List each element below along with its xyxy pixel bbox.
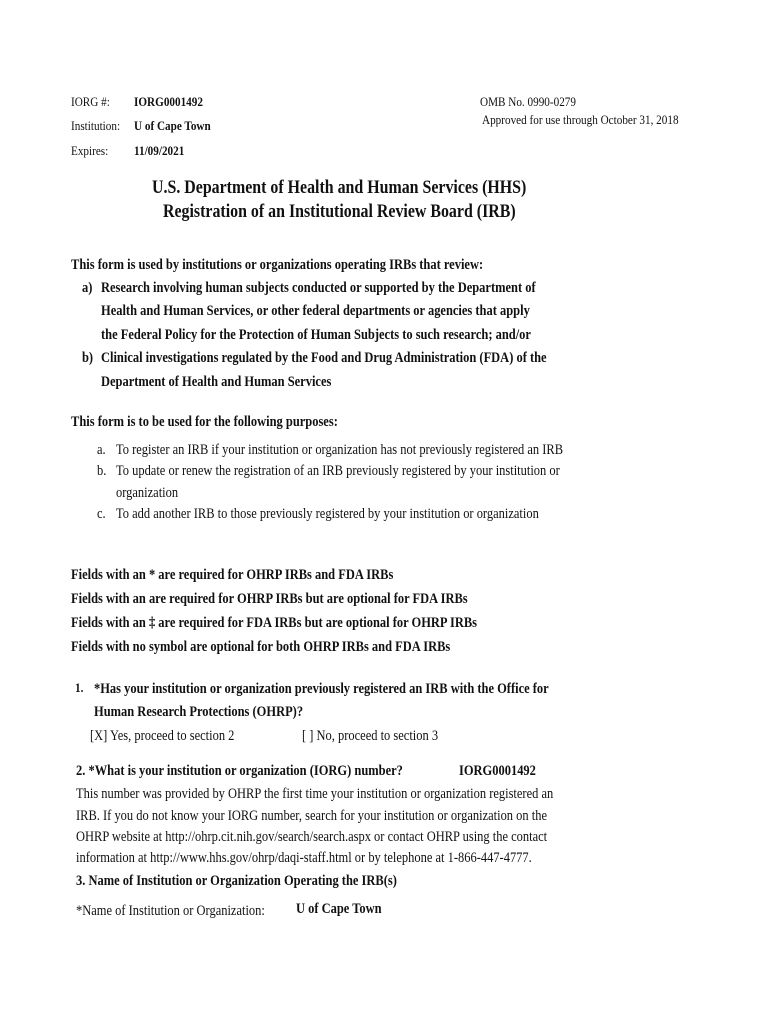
- purpose-a-text: To register an IRB if your institution or organization has not previously registered an IRB: [116, 442, 564, 458]
- legend-line: Fields with an * are required for OHRP IRBs and FDA IRBs: [71, 567, 394, 583]
- q1-option-yes[interactable]: [X] Yes, proceed to section 2: [90, 728, 235, 744]
- q3-heading: 3. Name of Institution or Organization Operating the IRB(s): [76, 873, 397, 889]
- q1-number: 1.: [75, 680, 84, 695]
- intro-item-a-line: Health and Human Services, or other federal departments or agencies that apply: [101, 303, 530, 319]
- purposes-lead: This form is to be used for the following purposes:: [71, 414, 338, 430]
- q2-body-line: information at http://www.hhs.gov/ohrp/daqi-staff.html or by telephone at 1-866-447-4777.: [76, 850, 532, 866]
- purpose-b-marker: b.: [97, 463, 107, 479]
- q3-field-label: *Name of Institution or Organization:: [76, 903, 265, 919]
- q2-body-line: OHRP website at http://ohrp.cit.nih.gov/search/search.aspx or contact OHRP using the contact: [76, 829, 548, 845]
- q2-body-line: This number was provided by OHRP the first time your institution or organization registered an: [76, 786, 554, 802]
- q2-answer[interactable]: IORG0001492: [459, 763, 536, 779]
- intro-item-b-marker: b): [82, 350, 94, 366]
- purpose-c-marker: c.: [97, 506, 106, 522]
- legend-line: Fields with an are required for OHRP IRBs but are optional for FDA IRBs: [71, 591, 468, 607]
- purpose-a-marker: a.: [97, 442, 106, 458]
- intro-lead: This form is used by institutions or organizations operating IRBs that review:: [71, 257, 484, 273]
- title-line-1: U.S. Department of Health and Human Services (HHS): [152, 178, 527, 198]
- expires-label: Expires:: [71, 143, 109, 158]
- q1-question: Human Research Protections (OHRP)?: [94, 704, 304, 720]
- q3-field-value[interactable]: U of Cape Town: [296, 901, 382, 917]
- omb-number: OMB No. 0990-0279: [480, 94, 576, 109]
- legend-line: Fields with an ‡ are required for FDA IRBs but are optional for OHRP IRBs: [71, 615, 478, 631]
- q1-question: *Has your institution or organization previously registered an IRB with the Office for: [94, 681, 549, 697]
- q2-body-line: IRB. If you do not know your IORG number, search for your institution or organization on the: [76, 808, 547, 824]
- intro-item-b-line: Clinical investigations regulated by the Food and Drug Administration (FDA) of the: [101, 350, 547, 366]
- intro-item-a-line: the Federal Policy for the Protection of Human Subjects to such research; and/or: [101, 327, 531, 343]
- title-line-2: Registration of an Institutional Review Board (IRB): [163, 202, 516, 222]
- intro-item-a-marker: a): [82, 280, 93, 296]
- intro-item-a-line: Research involving human subjects conducted or supported by the Department of: [101, 280, 536, 296]
- purpose-b-text: To update or renew the registration of an IRB previously registered by your institution or: [116, 463, 560, 479]
- institution-value: U of Cape Town: [134, 118, 211, 133]
- institution-label: Institution:: [71, 118, 121, 133]
- iorg-value: IORG0001492: [134, 94, 203, 109]
- purpose-b-text: organization: [116, 485, 179, 501]
- expires-value: 11/09/2021: [134, 143, 185, 158]
- purpose-c-text: To add another IRB to those previously registered by your institution or organization: [116, 506, 539, 522]
- iorg-label: IORG #:: [71, 94, 110, 109]
- approval-text: Approved for use through October 31, 2018: [482, 112, 679, 127]
- q1-option-no[interactable]: [ ] No, proceed to section 3: [302, 728, 439, 744]
- intro-item-b-line: Department of Health and Human Services: [101, 374, 332, 390]
- legend-line: Fields with no symbol are optional for both OHRP IRBs and FDA IRBs: [71, 639, 451, 655]
- q2-heading: 2. *What is your institution or organization (IORG) number?: [76, 763, 403, 779]
